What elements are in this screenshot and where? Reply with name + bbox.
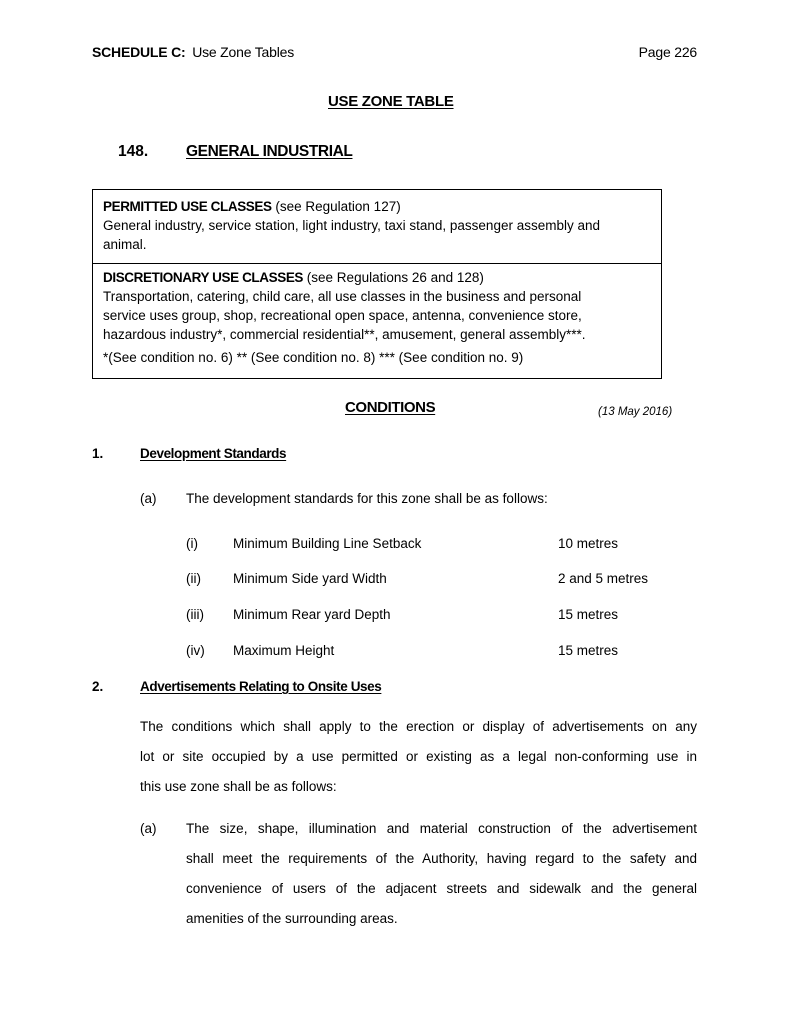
paragraph-line: this use zone shall be as follows: <box>140 779 337 794</box>
discretionary-line-3: hazardous industry*, commercial residential**, amusement, general assembly***. <box>103 327 586 342</box>
discretionary-use-section <box>103 268 649 367</box>
running-header <box>92 44 294 60</box>
permitted-use-section <box>103 197 649 254</box>
discretionary-line-2: service uses group, shop, recreational open space, antenna, convenience store, <box>103 308 582 323</box>
standard-name: Maximum Height <box>233 643 335 658</box>
condition-2-sub-label: (a) <box>140 821 157 836</box>
standard-roman: (ii) <box>186 571 201 586</box>
schedule-label: SCHEDULE C: <box>92 44 186 60</box>
standard-roman: (iv) <box>186 643 205 658</box>
document-title: USE ZONE TABLE <box>328 93 454 110</box>
section-title: GENERAL INDUSTRIAL <box>186 143 353 160</box>
permitted-line-1: General industry, service station, light industry, taxi stand, passenger assembly and <box>103 218 600 233</box>
discretionary-line-1: Transportation, catering, child care, all use classes in the business and personal <box>103 289 582 304</box>
amendment-date: (13 May 2016) <box>598 406 673 418</box>
standard-value: 15 metres <box>558 607 619 622</box>
standard-name: Minimum Building Line Setback <box>233 536 422 551</box>
standard-name: Minimum Rear yard Depth <box>233 607 391 622</box>
condition-1-sub-text: The development standards for this zone shall be as follows: <box>186 491 548 506</box>
condition-1-sub-label: (a) <box>140 491 157 506</box>
paragraph-line: The size, shape, illumination and material construction of the advertisement <box>186 821 697 836</box>
discretionary-ref: (see Regulations 26 and 128) <box>303 270 484 285</box>
permitted-line-2: animal. <box>103 237 147 252</box>
condition-2-title: Advertisements Relating to Onsite Uses <box>140 679 382 694</box>
condition-2-paragraph <box>140 712 697 802</box>
paragraph-line: lot or site occupied by a use permitted or existing as a legal non-conforming use in <box>140 749 697 764</box>
standard-value: 15 metres <box>558 643 619 658</box>
paragraph-line: amenities of the surrounding areas. <box>186 911 398 926</box>
paragraph-line: convenience of users of the adjacent streets and sidewalk and the general <box>186 881 697 896</box>
condition-2-sub-paragraph <box>186 814 697 934</box>
standard-value: 2 and 5 metres <box>558 571 649 586</box>
section-number: 148. <box>118 143 149 160</box>
discretionary-heading: DISCRETIONARY USE CLASSES <box>103 270 304 285</box>
paragraph-line: The conditions which shall apply to the erection or display of advertisements on any <box>140 719 697 734</box>
permitted-ref: (see Regulation 127) <box>271 199 401 214</box>
paragraph-line: shall meet the requirements of the Authority, having regard to the safety and <box>186 851 697 866</box>
standard-roman: (iii) <box>186 607 204 622</box>
conditions-heading: CONDITIONS <box>345 399 436 416</box>
standard-name: Minimum Side yard Width <box>233 571 387 586</box>
condition-2-number: 2. <box>92 679 104 694</box>
permitted-heading: PERMITTED USE CLASSES <box>103 199 272 214</box>
table-divider <box>93 263 661 264</box>
condition-1-title: Development Standards <box>140 446 287 461</box>
discretionary-footnote: *(See condition no. 6) ** (See condition no. 8) *** (See condition no. 9) <box>103 350 524 365</box>
page-number: Page 226 <box>638 44 697 60</box>
schedule-title: Use Zone Tables <box>192 44 294 60</box>
use-class-table <box>92 189 662 379</box>
standard-roman: (i) <box>186 536 198 551</box>
condition-1-number: 1. <box>92 446 104 461</box>
standard-value: 10 metres <box>558 536 619 551</box>
